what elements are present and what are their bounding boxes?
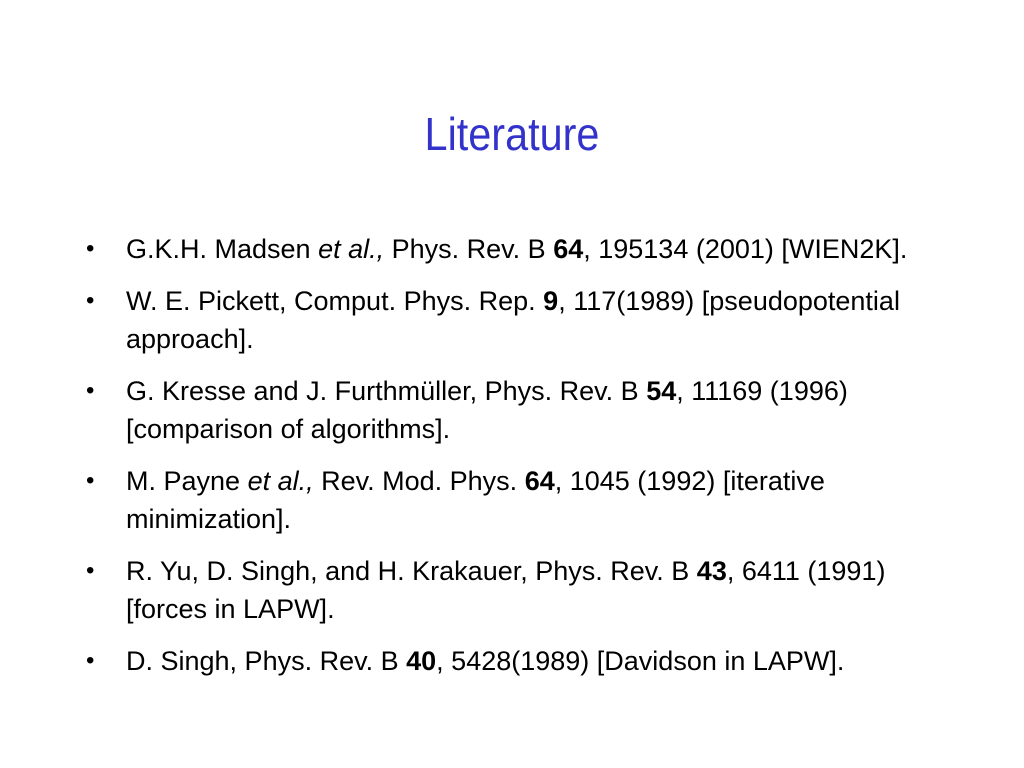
slide-title: Literature: [424, 108, 600, 160]
reference-details: , 6411 (1991) [forces in LAPW].: [126, 556, 886, 624]
reference-volume: 64: [553, 234, 584, 264]
bullet-icon: •: [86, 647, 95, 674]
reference-journal: Rev. Mod. Phys.: [313, 466, 525, 496]
reference-text: [126, 286, 900, 354]
reference-list: [80, 230, 960, 694]
reference-et-al: et al.,: [247, 466, 314, 496]
reference-authors: G.K.H. Madsen: [126, 234, 319, 264]
bullet-icon: •: [86, 467, 95, 494]
reference-text: [126, 466, 825, 534]
reference-item: [80, 642, 960, 680]
reference-details: , 5428(1989) [Davidson in LAPW].: [436, 646, 845, 676]
reference-authors: M. Payne: [126, 466, 248, 496]
reference-text: [126, 556, 885, 624]
reference-item: [80, 552, 960, 628]
bullet-icon: •: [86, 235, 95, 262]
reference-authors: D. Singh, Phys. Rev. B: [126, 646, 407, 676]
reference-volume: 64: [524, 466, 555, 496]
reference-volume: 43: [696, 556, 727, 586]
reference-item: [80, 462, 960, 538]
reference-details: , 11169 (1996) [comparison of algorithms].: [126, 376, 848, 444]
bullet-icon: •: [86, 377, 95, 404]
reference-text: [126, 376, 848, 444]
reference-item: [80, 282, 960, 358]
reference-volume: 9: [543, 286, 559, 316]
reference-details: , 117(1989) [pseudopotential approach].: [126, 286, 900, 354]
bullet-icon: •: [86, 557, 95, 584]
reference-details: , 195134 (2001) [WIEN2K].: [583, 234, 908, 264]
reference-journal: Phys. Rev. B: [384, 234, 554, 264]
reference-item: [80, 372, 960, 448]
reference-volume: 54: [646, 376, 677, 406]
reference-et-al: et al.,: [318, 234, 385, 264]
reference-volume: 40: [406, 646, 437, 676]
bullet-icon: •: [86, 287, 95, 314]
reference-authors: W. E. Pickett, Comput. Phys. Rep.: [126, 286, 544, 316]
reference-details: , 1045 (1992) [iterative minimization].: [126, 466, 825, 534]
reference-authors: G. Kresse and J. Furthmüller, Phys. Rev. B: [126, 376, 647, 406]
reference-text: [126, 646, 844, 676]
reference-item: [80, 230, 960, 268]
reference-authors: R. Yu, D. Singh, and H. Krakauer, Phys. Rev. B: [126, 556, 697, 586]
reference-text: [126, 234, 907, 264]
